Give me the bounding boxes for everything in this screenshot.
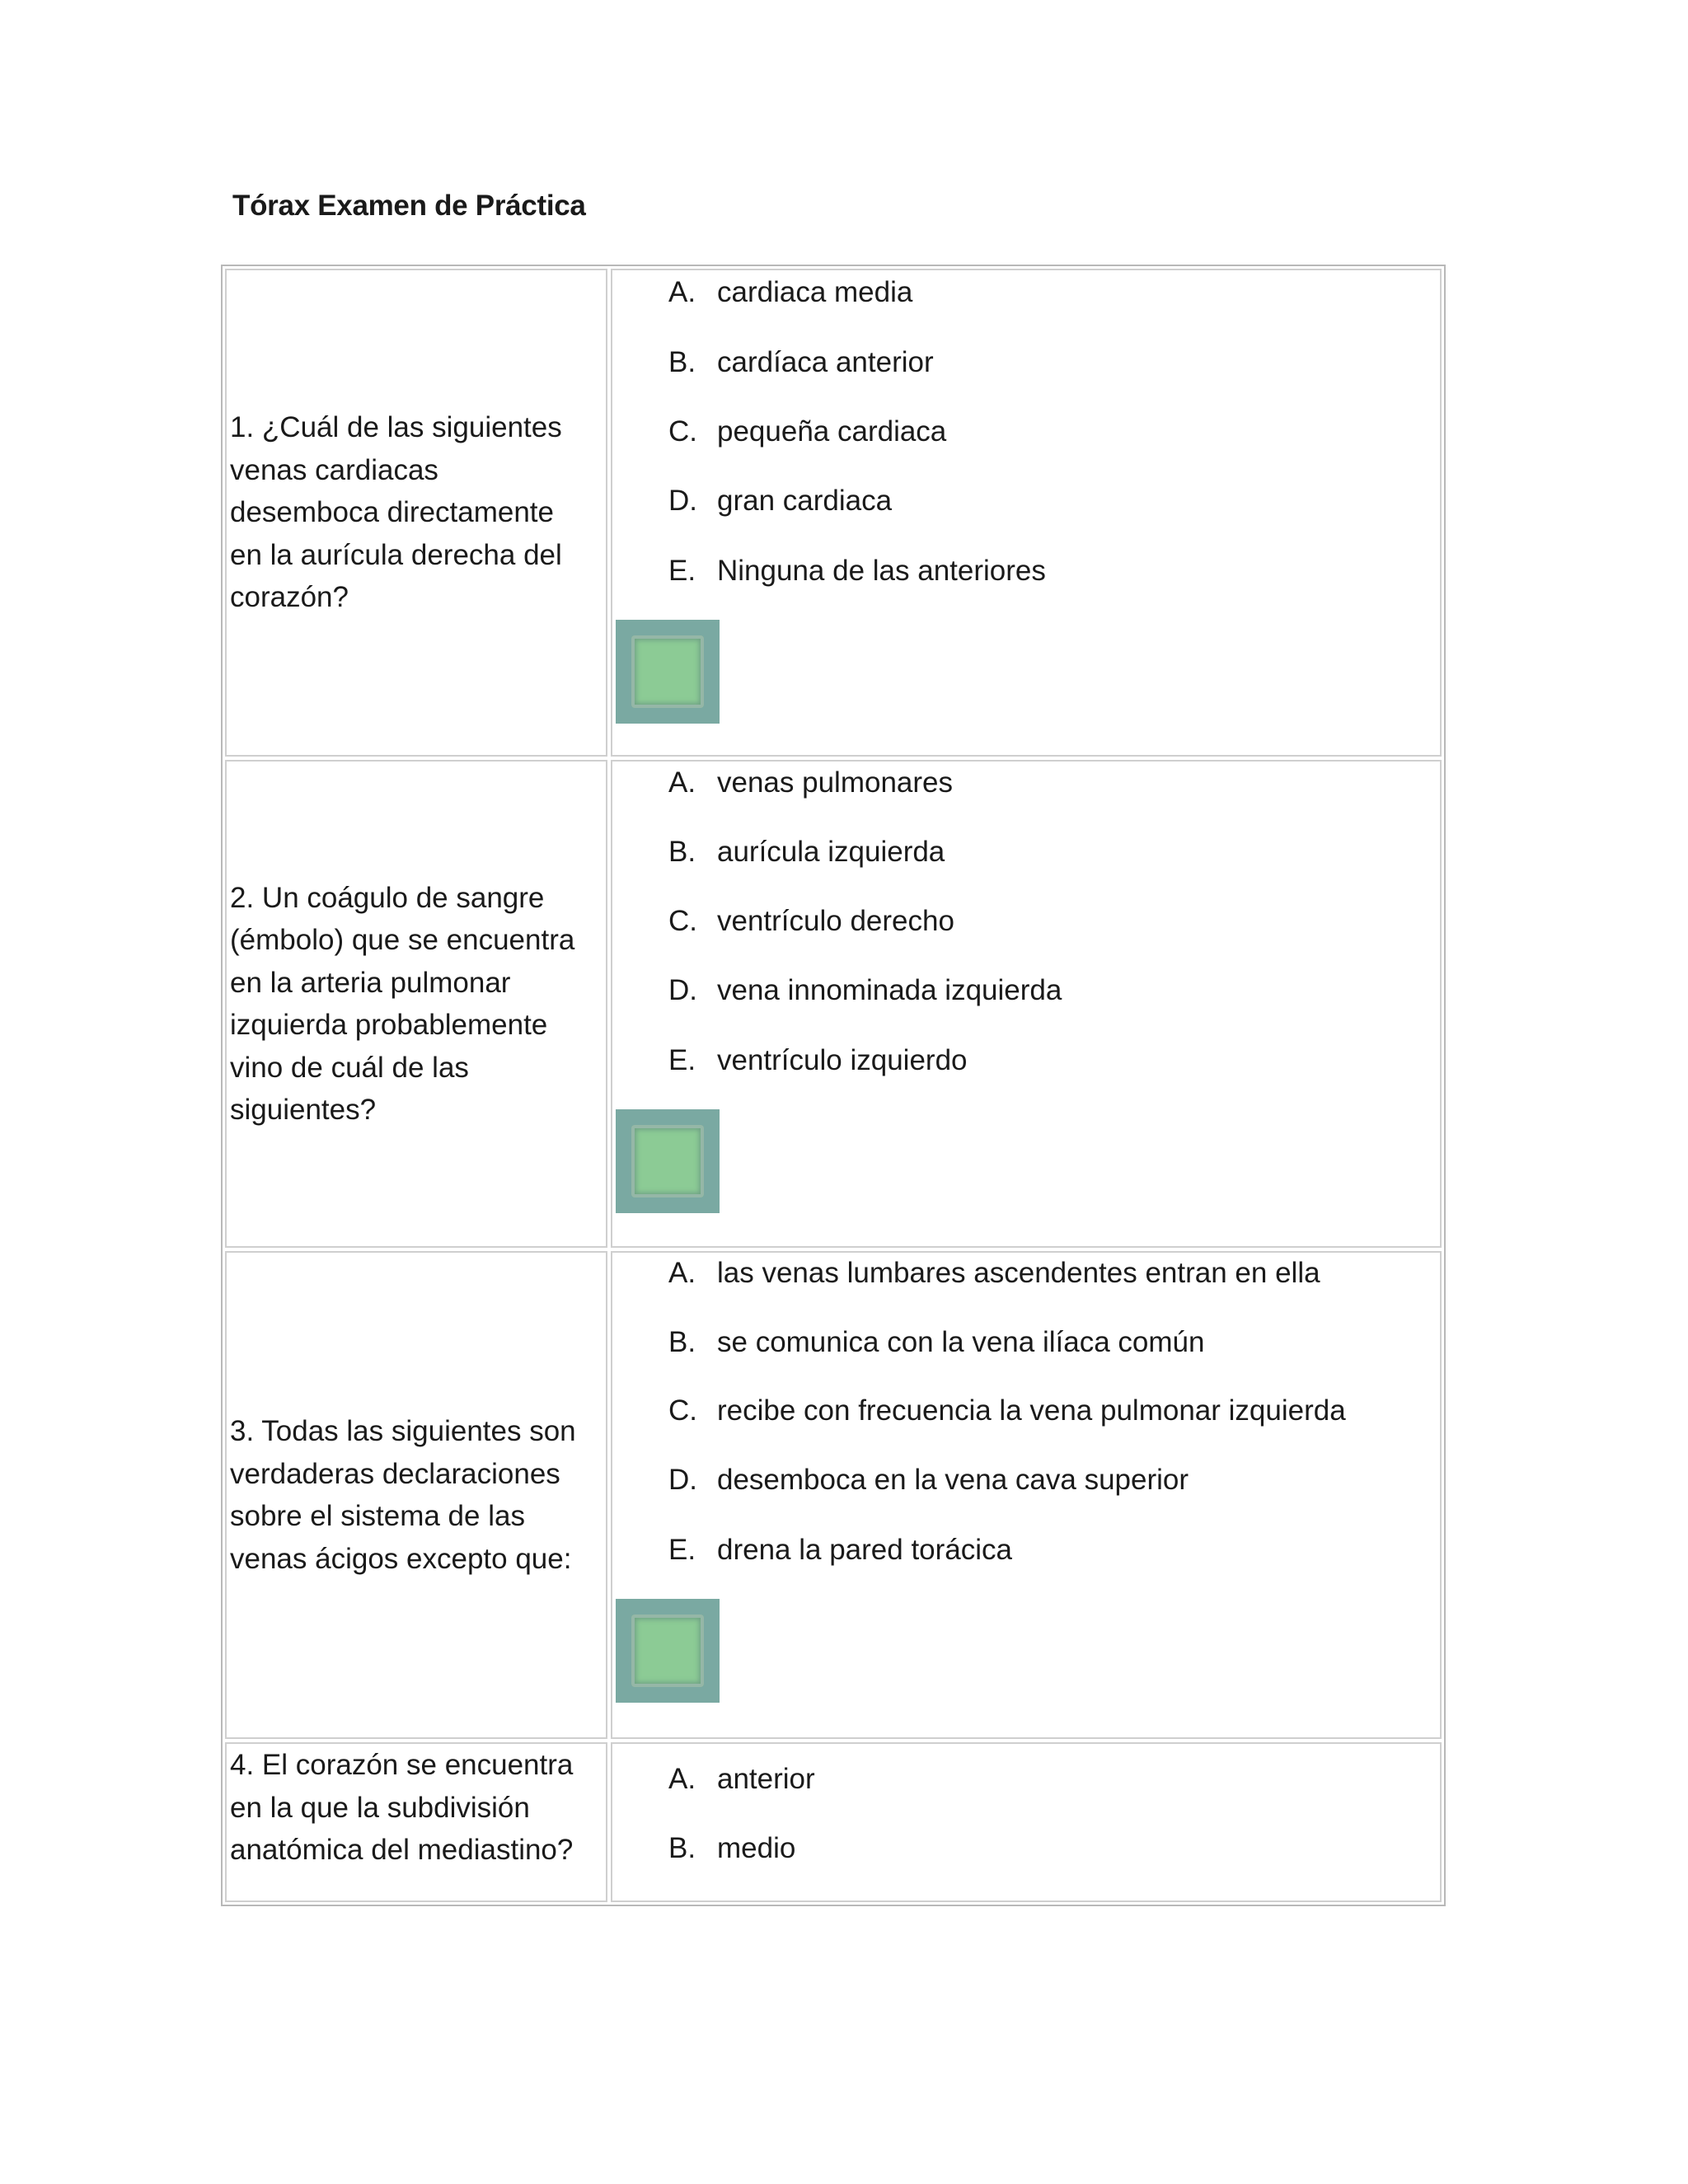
option-letter: C. bbox=[668, 905, 697, 937]
question-cell bbox=[225, 269, 607, 757]
option-text: medio bbox=[717, 1832, 796, 1864]
option-letter: D. bbox=[668, 485, 697, 517]
option-text: vena innominada izquierda bbox=[717, 974, 1062, 1006]
page-title: Tórax Examen de Práctica bbox=[232, 190, 586, 222]
green-square-icon bbox=[631, 1125, 704, 1197]
question-text: 4. El corazón se encuentra en la que la subdivisión anatómica del mediastino? bbox=[230, 1749, 574, 1866]
answer-cell bbox=[611, 1742, 1442, 1902]
option-text: venas pulmonares bbox=[717, 766, 953, 799]
option-letter: C. bbox=[668, 1394, 697, 1427]
option-letter: A. bbox=[668, 276, 696, 308]
option-text: las venas lumbares ascendentes entran en ella bbox=[717, 1257, 1320, 1289]
green-square-icon bbox=[631, 1615, 704, 1687]
quiz-table bbox=[221, 265, 1446, 1906]
answer-cell bbox=[611, 269, 1442, 757]
answer-cell bbox=[611, 760, 1442, 1248]
option-text: gran cardiaca bbox=[717, 485, 893, 517]
option-letter: A. bbox=[668, 1763, 696, 1795]
option-text: cardiaca media bbox=[717, 276, 913, 308]
question-row-2 bbox=[225, 760, 1442, 1248]
question-row-3 bbox=[225, 1251, 1442, 1739]
check-answer-button[interactable] bbox=[616, 620, 720, 724]
question-cell bbox=[225, 760, 607, 1248]
question-text: 3. Todas las siguientes son verdaderas declaraciones sobre el sistema de las venas ácigos excepto que: bbox=[230, 1415, 576, 1575]
green-square-icon bbox=[631, 635, 704, 708]
option-text: Ninguna de las anteriores bbox=[717, 555, 1046, 587]
check-answer-button[interactable] bbox=[616, 1109, 720, 1213]
option-letter: C. bbox=[668, 415, 697, 448]
option-text: aurícula izquierda bbox=[717, 836, 945, 868]
option-letter: B. bbox=[668, 346, 696, 378]
question-text: 2. Un coágulo de sangre (émbolo) que se encuentra en la arteria pulmonar izquierda probablemente vino de cuál de las siguientes? bbox=[230, 881, 575, 1126]
option-letter: B. bbox=[668, 1326, 696, 1358]
check-answer-button[interactable] bbox=[616, 1599, 720, 1703]
option-letter: E. bbox=[668, 1044, 696, 1076]
option-text: drena la pared torácica bbox=[717, 1534, 1012, 1566]
option-text: desemboca en la vena cava superior bbox=[717, 1464, 1189, 1496]
option-letter: E. bbox=[668, 1534, 696, 1566]
option-text: cardíaca anterior bbox=[717, 346, 934, 378]
option-text: anterior bbox=[717, 1763, 815, 1795]
option-text: recibe con frecuencia la vena pulmonar izquierda bbox=[717, 1394, 1346, 1427]
option-letter: D. bbox=[668, 974, 697, 1006]
question-cell bbox=[225, 1251, 607, 1739]
option-text: se comunica con la vena ilíaca común bbox=[717, 1326, 1205, 1358]
option-letter: B. bbox=[668, 836, 696, 868]
question-text: 1. ¿Cuál de las siguientes venas cardiacas desemboca directamente en la aurícula derecha del corazón? bbox=[230, 411, 562, 614]
answer-cell bbox=[611, 1251, 1442, 1739]
option-text: pequeña cardiaca bbox=[717, 415, 947, 448]
option-text: ventrículo derecho bbox=[717, 905, 954, 937]
option-letter: A. bbox=[668, 766, 696, 799]
option-letter: B. bbox=[668, 1832, 696, 1864]
option-letter: D. bbox=[668, 1464, 697, 1496]
option-letter: A. bbox=[668, 1257, 696, 1289]
option-letter: E. bbox=[668, 555, 696, 587]
question-cell bbox=[225, 1742, 607, 1902]
option-text: ventrículo izquierdo bbox=[717, 1044, 968, 1076]
question-row-1 bbox=[225, 269, 1442, 757]
question-row-4 bbox=[225, 1742, 1442, 1902]
